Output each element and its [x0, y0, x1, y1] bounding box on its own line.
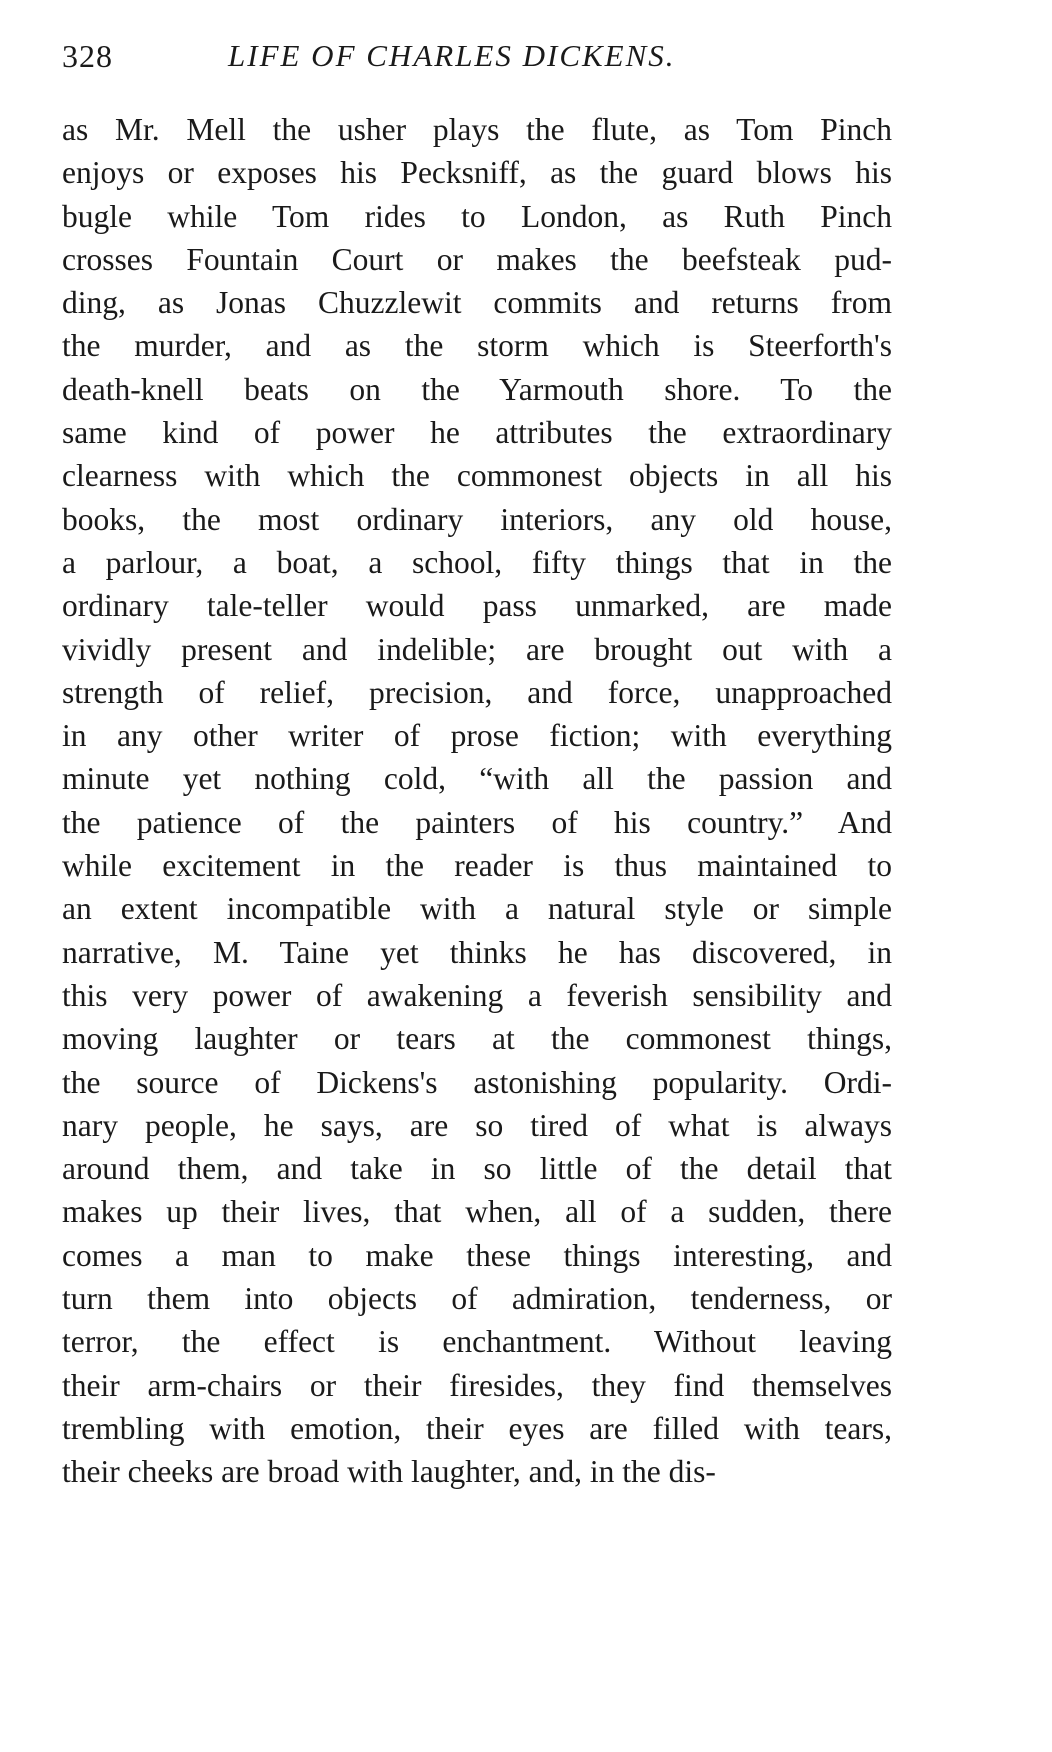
- text-line: books, the most ordinary interiors, any old house,: [62, 501, 892, 537]
- text-line: an extent incompatible with a natural style or simple: [62, 891, 892, 927]
- text-line: death-knell beats on the Yarmouth shore. To the: [62, 371, 892, 407]
- text-line: ding, as Jonas Chuzzlewit commits and returns from: [62, 285, 892, 321]
- body-text: [62, 108, 892, 1494]
- text-line: makes up their lives, that when, all of a sudden, there: [62, 1194, 892, 1230]
- text-line: ordinary tale-teller would pass unmarked, are made: [62, 588, 892, 624]
- text-line: comes a man to make these things interesting, and: [62, 1237, 892, 1273]
- text-line: trembling with emotion, their eyes are filled with tears,: [62, 1410, 892, 1446]
- text-line: a parlour, a boat, a school, fifty things that in the: [62, 544, 892, 580]
- text-line: as Mr. Mell the usher plays the flute, as Tom Pinch: [62, 112, 892, 147]
- text-line: nary people, he says, are so tired of what is always: [62, 1107, 892, 1143]
- running-title: LIFE OF CHARLES DICKENS.: [228, 38, 676, 73]
- text-line: minute yet nothing cold, “with all the passion and: [62, 761, 892, 797]
- text-line: strength of relief, precision, and force, unapproached: [62, 674, 892, 710]
- text-line: terror, the effect is enchantment. Without leaving: [62, 1324, 892, 1360]
- text-line: their cheeks are broad with laughter, and, in the dis-: [62, 1454, 716, 1490]
- text-line: this very power of awakening a feverish sensibility and: [62, 977, 892, 1013]
- running-head: [62, 38, 892, 82]
- text-line: narrative, M. Taine yet thinks he has discovered, in: [62, 934, 892, 970]
- text-line: crosses Fountain Court or makes the beefsteak pud-: [62, 241, 892, 277]
- text-line: clearness with which the commonest objects in all his: [62, 458, 892, 494]
- text-line: same kind of power he attributes the extraordinary: [62, 415, 892, 451]
- page-number: 328: [62, 38, 113, 74]
- text-line: the patience of the painters of his country.” And: [62, 804, 892, 840]
- text-line: while excitement in the reader is thus maintained to: [62, 848, 892, 884]
- text-line: the murder, and as the storm which is Steerforth's: [62, 328, 892, 364]
- text-line: around them, and take in so little of the detail that: [62, 1151, 892, 1187]
- text-line: in any other writer of prose fiction; with everything: [62, 718, 892, 754]
- text-line: turn them into objects of admiration, tenderness, or: [62, 1281, 892, 1317]
- text-line: vividly present and indelible; are brought out with a: [62, 631, 892, 667]
- text-line: moving laughter or tears at the commonest things,: [62, 1021, 892, 1057]
- text-line: bugle while Tom rides to London, as Ruth Pinch: [62, 198, 892, 234]
- text-line: the source of Dickens's astonishing popularity. Ordi-: [62, 1064, 892, 1100]
- text-line: enjoys or exposes his Pecksniff, as the guard blows his: [62, 155, 892, 191]
- text-line: their arm-chairs or their firesides, they find themselves: [62, 1367, 892, 1403]
